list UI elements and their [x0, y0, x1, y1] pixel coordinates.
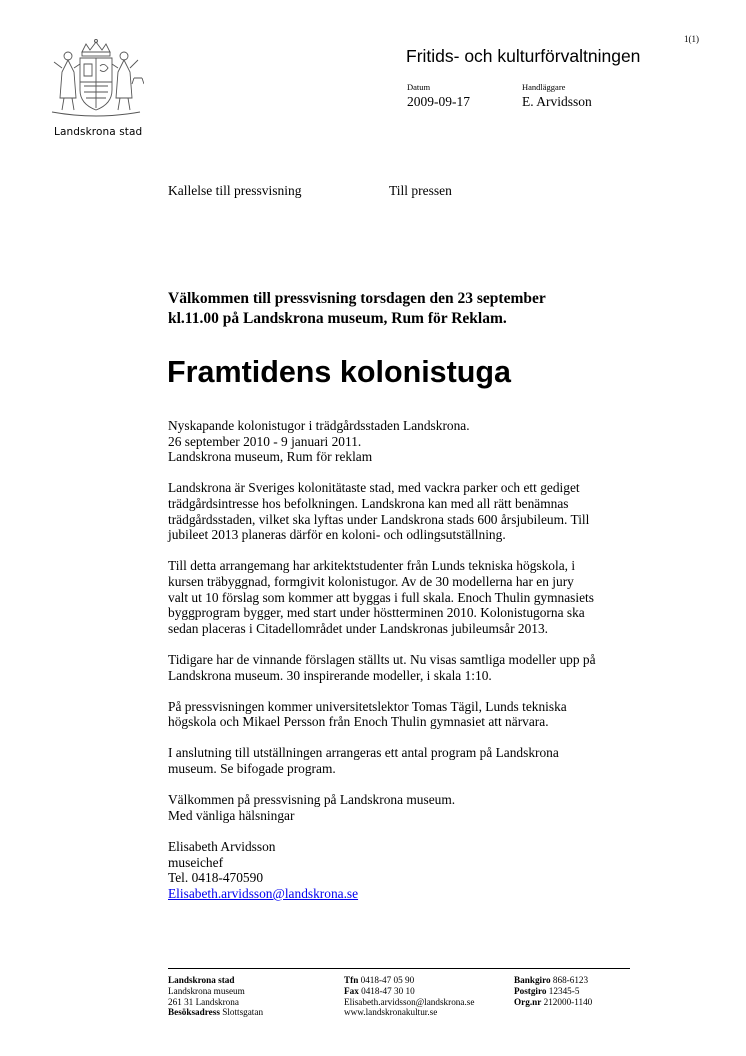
invitation-line: kl.11.00 på Landskrona museum, Rum för Reklam.	[168, 310, 507, 327]
signature-phone: Tel. 0418-470590	[168, 870, 264, 886]
text-line: Till detta arrangemang har arkitektstudenter från Lunds tekniska högskola, i	[168, 558, 576, 574]
date-block	[407, 82, 470, 110]
recipient-line: Till pressen	[389, 183, 452, 198]
text-line: Landskrona museum. 30 inspirerande modeller, i skala 1:10.	[168, 667, 492, 683]
handler-value: E. Arvidsson	[522, 94, 592, 109]
paragraph	[168, 418, 668, 465]
invitation-line: Välkommen till pressvisning torsdagen den 23 september	[168, 290, 546, 307]
footer-label: Tfn	[344, 975, 359, 985]
organization-name: Fritids- och kulturförvaltningen	[406, 46, 641, 66]
text-line: trädgårdsintresse hos befolkningen. Landskrona kan med all rätt benämnas	[168, 495, 569, 511]
footer-value: 12345-5	[548, 985, 580, 996]
text-line: sedan placeras i Citadellområdet under Landskronas jubileumsår 2013.	[168, 620, 549, 636]
text-line: Landskrona museum, Rum för reklam	[168, 449, 373, 465]
text-line: I anslutning till utställningen arrangeras ett antal program på Landskrona	[168, 745, 559, 761]
footer-value: Slottsgatan	[222, 1007, 264, 1018]
footer-value: 0418-47 05 90	[360, 975, 415, 985]
footer-label: Fax	[344, 985, 359, 996]
invitation-heading	[168, 289, 638, 329]
footer-label: Bankgiro	[514, 975, 551, 985]
footer-address	[168, 975, 263, 1018]
text-line: Tidigare har de vinnande förslagen ställts ut. Nu visas samtliga modeller upp på	[168, 651, 596, 667]
text-line: valt ut 10 förslag som kommer att byggas i full skala. Enoch Thulin gymnasiets	[168, 589, 594, 605]
text-line: högskola och Mikael Persson från Enoch Thulin gymnasiet att närvara.	[168, 714, 549, 730]
text-line: byggprogram bygger, med start under höstterminen 2010. Kolonistugorna ska	[168, 605, 585, 621]
footer-value: 212000-1140	[543, 996, 593, 1007]
footer-label: Postgiro	[514, 985, 547, 996]
footer-line: 261 31 Landskrona	[168, 996, 239, 1007]
footer-line: Landskrona museum	[168, 985, 245, 996]
footer-label: Besöksadress	[168, 1007, 220, 1018]
handler-block	[522, 82, 592, 110]
signature-block	[168, 839, 668, 901]
paragraph	[168, 745, 668, 776]
page-title: Framtidens kolonistuga	[167, 355, 512, 389]
coat-of-arms-icon	[48, 38, 144, 120]
paragraph	[168, 652, 668, 683]
text-line: museum. Se bifogade program.	[168, 761, 336, 777]
text-line: Med vänliga hälsningar	[168, 807, 295, 823]
signature-email-link[interactable]: Elisabeth.arvidsson@landskrona.se	[168, 885, 359, 901]
footer-divider	[168, 968, 630, 969]
handler-label: Handläggare	[522, 82, 566, 92]
footer-contact	[344, 975, 474, 1018]
text-line: Landskrona är Sveriges kolonitätaste stad, med vackra parker och ett gediget	[168, 480, 580, 496]
footer-org-name: Landskrona stad	[168, 975, 235, 985]
text-line: Nyskapande kolonistugor i trädgårdsstaden Landskrona.	[168, 418, 470, 433]
subject-line: Kallelse till pressvisning	[168, 183, 302, 198]
logo-caption: Landskrona stad	[54, 126, 143, 138]
date-value: 2009-09-17	[407, 94, 470, 109]
logo	[40, 38, 150, 138]
text-line: kursen träbyggnad, formgivit kolonistugor. Av de 30 modellerna har en jury	[168, 573, 574, 589]
signature-title: museichef	[168, 854, 224, 870]
footer-value: 0418-47 30 10	[361, 985, 415, 996]
date-label: Datum	[407, 82, 431, 92]
signature-name: Elisabeth Arvidsson	[168, 839, 276, 855]
footer-label: Org.nr	[514, 996, 542, 1007]
footer-payment	[514, 975, 592, 1007]
text-line: På pressvisningen kommer universitetslektor Tomas Tägil, Lunds tekniska	[168, 698, 567, 714]
paragraph	[168, 699, 668, 730]
text-line: Välkommen på pressvisning på Landskrona museum.	[168, 792, 456, 808]
footer-email[interactable]: Elisabeth.arvidsson@landskrona.se	[344, 996, 475, 1007]
paragraph	[168, 558, 668, 636]
footer-value: 868-6123	[552, 975, 589, 985]
page-number: 1(1)	[684, 34, 699, 44]
paragraph	[168, 792, 668, 823]
paragraph	[168, 480, 668, 542]
text-line: 26 september 2010 - 9 januari 2011.	[168, 433, 362, 449]
text-line: jubileet 2013 planeras därför en koloni- och odlingsutställning.	[168, 527, 506, 543]
footer-web[interactable]: www.landskronakultur.se	[344, 1007, 438, 1018]
text-line: trädgårdsstaden, vilket ska lyftas under Landskrona stads 600 årsjubileum. Till	[168, 511, 590, 527]
letter-body	[168, 418, 668, 917]
